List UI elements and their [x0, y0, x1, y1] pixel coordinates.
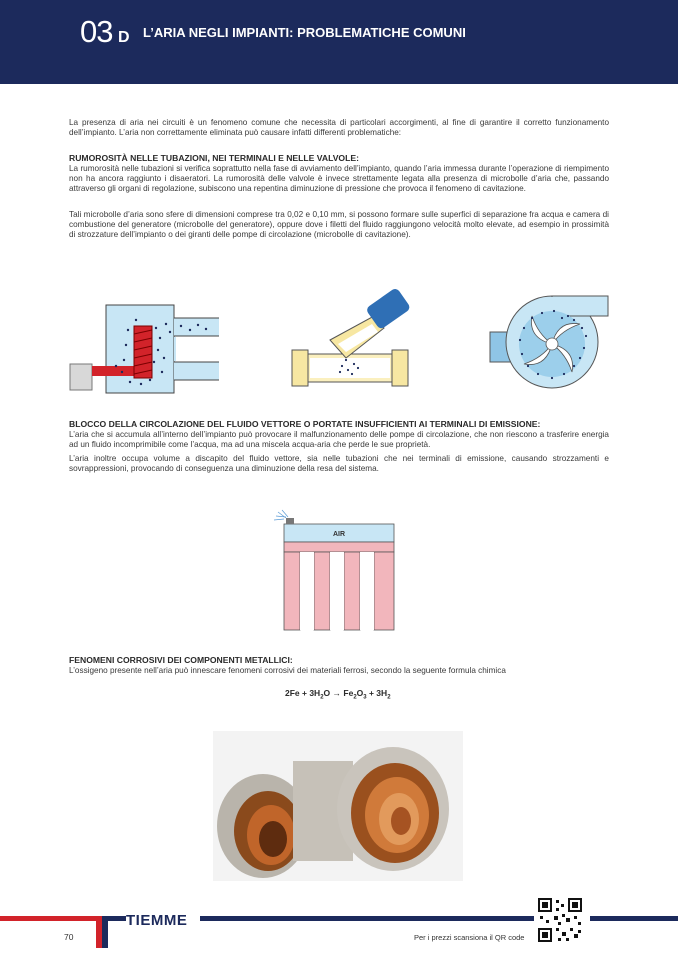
- section-heading-noise: RUMOROSITÀ NELLE TUBAZIONI, NEI TERMINALI E NELLE VALVOLE:: [69, 153, 359, 163]
- section-noise-paragraph-2: Tali microbolle d’aria sono sfere di dimensioni comprese tra 0,02 e 0,10 mm, si possono formare sulle superfici di separazione fra acqua e camera di combustione del generatore (microbolle del generatore), oppure dove i filetti del fluido raggiungono velocità molto elevate, ad esempio in prossimità di strozzature dell’impianto o dei giranti delle pompe di circolazione (microbolle di cavitazione).: [69, 210, 609, 240]
- chemical-formula: $2Fe + 3H_2O \to Fe_2O_3 + 3H_2$: [285, 688, 391, 701]
- section-letter: D: [118, 29, 130, 46]
- valve-cavitation-figure: [288, 288, 418, 398]
- section-circulation-paragraph-2: L’aria inoltre occupa volume a discapito del fluido vettore, sia nelle tubazioni che nei terminali di emissione, causando strozzamenti e sovrappressioni, provocando di conseguenza una diminuzione della resa del sistema.: [69, 454, 609, 474]
- radiator-air-figure: [266, 508, 396, 634]
- intro-paragraph: La presenza di aria nei circuiti è un fenomeno comune che necessita di particolari accorgimenti, al fine di garantire il corretto funzionamento dell’impianto. L’aria non correttamente eliminata può causare infatti differenti problematiche:: [69, 118, 609, 138]
- section-heading-corrosion: FENOMENI CORROSIVI DEI COMPONENTI METALLICI:: [69, 655, 293, 665]
- brand-logo-text: TIEMME: [126, 912, 188, 929]
- qr-caption: Per i prezzi scansiona il QR code: [414, 933, 525, 942]
- section-circulation-paragraph-1: L’aria che si accumula all’interno dell’impianto può provocare il malfunzionamento delle pompe di circolazione, che non riescono a trasferire energia ad un fluido incomprimibile come l’acqua, ma ad una miscela acqua-aria che perde le sue proprietà.: [69, 430, 609, 450]
- section-heading-circulation: BLOCCO DELLA CIRCOLAZIONE DEL FLUIDO VETTORE O PORTATE INSUFFICIENTI AI TERMINALI DI EMISSIONE:: [69, 419, 541, 429]
- section-corrosion-paragraph: L’ossigeno presente nell’aria può innescare fenomeni corrosivi dei materiali ferrosi, secondo la seguente formula chimica: [69, 666, 506, 675]
- page-header: [0, 0, 678, 84]
- page-number: 70: [64, 932, 74, 942]
- air-label: AIR: [332, 531, 346, 538]
- section-noise-paragraph-1: La rumorosità nelle tubazioni si verifica soprattutto nella fase di avviamento dell’impianto, quando l’aria immessa durante l’operazione di riempimento non ha ancora raggiunto i disaeratori. La rumorosità delle valvole è invece strettamente legata alla presenza di microbolle d’aria che, passando attraverso gli organi di regolazione, subiscono una repentina diminuzione di pressione che provoca il fenomeno di cavitazione.: [69, 164, 609, 194]
- pump-impeller-figure: [488, 292, 614, 392]
- page-title: L’ARIA NEGLI IMPIANTI: PROBLEMATICHE COMUNI: [143, 25, 466, 40]
- qr-code-icon[interactable]: [536, 896, 584, 944]
- corroded-pipes-photo: [213, 731, 463, 881]
- section-number: 03: [80, 14, 113, 49]
- generator-microbubbles-figure: [66, 300, 226, 400]
